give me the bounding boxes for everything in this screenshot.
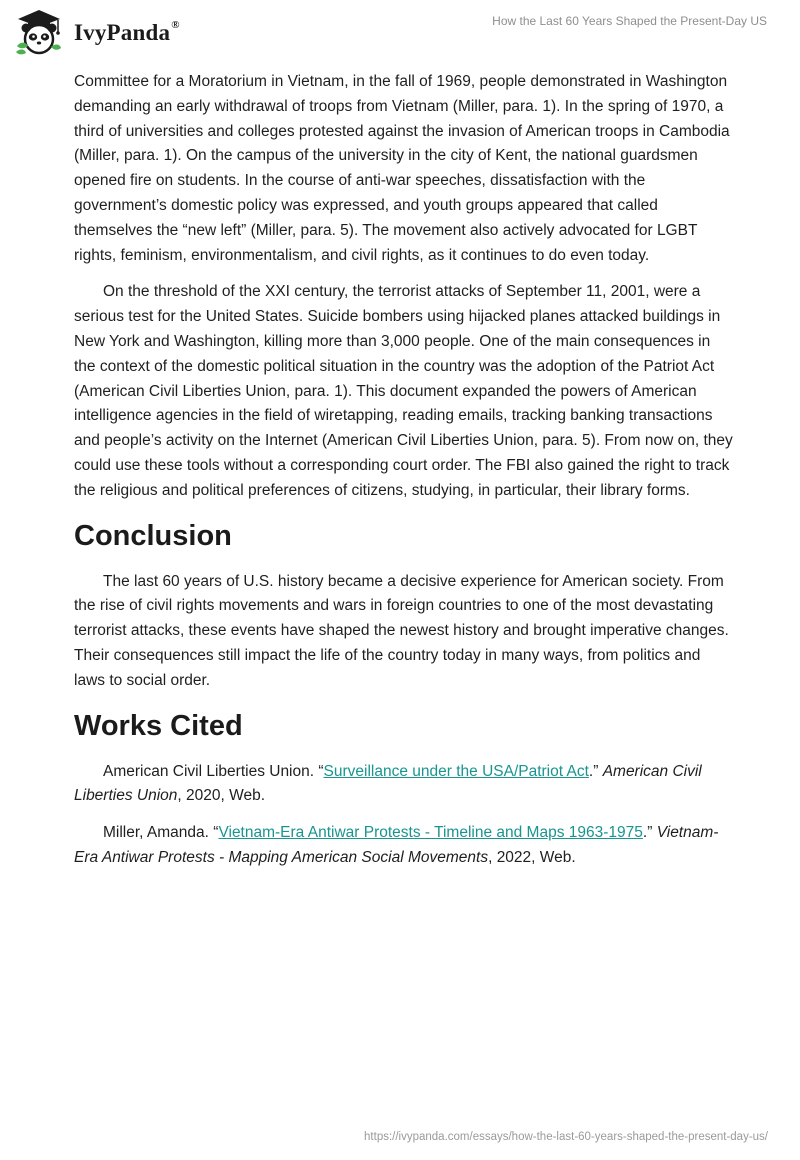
citation-item: American Civil Liberties Union. “Surveillance under the USA/Patriot Act.” American Civil Liberties Union, 2020, Web.	[74, 762, 702, 805]
conclusion-paragraph: The last 60 years of U.S. history became a decisive experience for American society. From the rise of civil rights movements and wars in foreign countries to one of the most devastating terrorist attacks, these events have shaped the newest history and brought imperative changes. Their consequences still impact the life of the country today in many ways, from politics and laws to social order.	[74, 572, 729, 689]
brand-name: IvyPanda®	[74, 19, 180, 45]
body-paragraph-2: On the threshold of the XXI century, the terrorist attacks of September 11, 2001, were a serious test for the United States. Suicide bombers using hijacked planes attacked buildings in New York and Washington, killing more than 3,000 people. One of the main consequences in the context of the domestic political situation in the country was the adoption of the Patriot Act (American Civil Liberties Union, para. 1). This document expanded the powers of American intelligence agencies in the field of wiretapping, reading emails, tracking banking transactions and people’s activity on the Internet (American Civil Liberties Union, para. 5). From now on, they could use these tools without a corresponding court order. The FBI also gained the right to track the religious and political preferences of citizens, studying, in particular, their library forms.	[74, 283, 733, 499]
works-cited-heading: Works Cited	[74, 709, 243, 742]
citation-item: Miller, Amanda. “Vietnam-Era Antiwar Protests - Timeline and Maps 1963-1975.” Vietnam-Era Antiwar Protests - Mapping American Social Movements, 2022, Web.	[74, 824, 719, 866]
conclusion-heading: Conclusion	[74, 519, 232, 552]
panda-graduate-icon	[14, 8, 64, 56]
essay-content	[74, 70, 734, 883]
running-title: How the Last 60 Years Shaped the Present-Day US	[492, 14, 767, 28]
body-paragraph-1: Committee for a Moratorium in Vietnam, in the fall of 1969, people demonstrated in Washington demanding an early withdrawal of troops from Vietnam (Miller, para. 1). In the spring of 1970, a third of universities and colleges protested against the invasion of American troops in Cambodia (Miller, para. 1). On the campus of the university in the city of Kent, the national guardsmen opened fire on students. In the course of anti-war speeches, dissatisfaction with the government’s domestic policy was expressed, and youth groups appeared that called themselves the “new left” (Miller, para. 5). The movement also actively advocated for LGBT rights, feminism, environmentalism, and civil rights, as it continues to do even today.	[74, 73, 730, 264]
citation-link[interactable]: Surveillance under the USA/Patriot Act	[323, 762, 589, 780]
ivypanda-logo[interactable]	[14, 8, 180, 56]
citation-link[interactable]: Vietnam-Era Antiwar Protests - Timeline and Maps 1963-1975	[218, 824, 643, 842]
page-header	[0, 0, 800, 62]
footer-url: https://ivypanda.com/essays/how-the-last-60-years-shaped-the-present-day-us/	[364, 1131, 768, 1143]
